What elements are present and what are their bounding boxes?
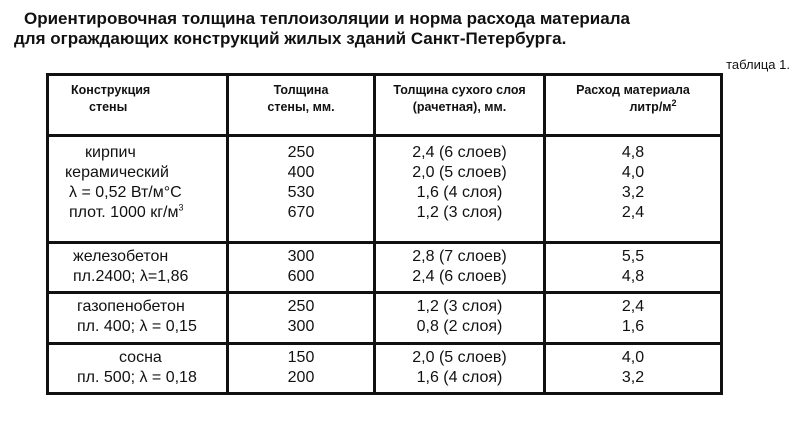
layer-cell [375,293,545,344]
header-row [48,75,722,136]
table-label: таблица 1. [726,57,790,72]
construction-line: железобетон [73,248,169,265]
thickness-value: 600 [287,268,315,285]
header-consumption-line1: Расход материала [576,83,690,97]
layer-value: 2,8 (7 слоев) [412,248,507,265]
construction-line: газопенобетон [77,298,185,315]
table-row [48,293,722,344]
construction-line: кирпич [85,144,136,161]
header-wall-thickness-line1: Толщина [273,83,329,97]
insulation-table [46,73,723,395]
header-consumption-line2 [546,99,720,116]
header-wall-thickness-line2: стены, мм. [267,100,335,114]
layer-value: 1,2 (3 слоя) [416,204,503,221]
table-row [48,136,722,243]
layer-value: 1,6 (4 слоя) [416,184,503,201]
consumption-cell [545,243,722,293]
table-row [48,344,722,394]
construction-line: сосна [119,349,162,366]
thickness-cell [228,243,375,293]
title-line-1: Ориентировочная толщина теплоизоляции и норма расхода материала [24,9,630,28]
header-construction-line2: стены [89,100,128,114]
consumption-value: 4,0 [621,164,645,181]
layer-cell [375,136,545,243]
header-dry-layer-line1: Толщина сухого слоя [393,83,526,97]
thickness-cell [228,293,375,344]
layer-value: 0,8 (2 слоя) [416,318,503,335]
thickness-value: 300 [287,248,315,265]
header-consumption [545,75,722,136]
consumption-value: 2,4 [621,298,645,315]
header-consumption-sup: 2 [671,97,677,108]
layer-value: 1,6 (4 слоя) [416,369,503,386]
thickness-value: 250 [287,144,315,161]
consumption-cell [545,344,722,394]
consumption-value: 4,8 [621,268,645,285]
header-dry-layer-line2: (рачетная), мм. [412,100,507,114]
construction-cell [48,344,228,394]
header-construction [48,75,228,136]
thickness-value: 530 [287,184,315,201]
layer-cell [375,243,545,293]
header-consumption-unit: литр/м [629,100,672,114]
layer-value: 2,4 (6 слоев) [412,144,507,161]
header-dry-layer [375,75,545,136]
construction-line: пл. 500; λ = 0,18 [77,369,197,386]
construction-cell [48,293,228,344]
thickness-value: 150 [287,349,315,366]
consumption-value: 4,8 [621,144,645,161]
construction-line: керамический [65,164,169,181]
construction-line [65,203,226,223]
consumption-value: 3,2 [621,184,645,201]
thickness-cell [228,136,375,243]
construction-line: λ = 0,52 Вт/м°С [69,184,182,201]
layer-cell [375,344,545,394]
consumption-value: 5,5 [621,248,645,265]
consumption-value: 4,0 [621,349,645,366]
construction-density: плот. 1000 кг/м [69,204,179,221]
document-title [14,9,774,49]
thickness-value: 200 [287,369,315,386]
thickness-value: 250 [287,298,315,315]
layer-value: 2,0 (5 слоев) [412,349,507,366]
layer-value: 2,4 (6 слоев) [412,268,507,285]
consumption-cell [545,136,722,243]
consumption-value: 2,4 [621,204,645,221]
layer-value: 1,2 (3 слоя) [416,298,503,315]
density-sup: 3 [178,202,184,213]
thickness-value: 300 [287,318,315,335]
construction-cell [48,136,228,243]
thickness-value: 400 [287,164,315,181]
construction-cell [48,243,228,293]
construction-line: пл. 400; λ = 0,15 [77,318,197,335]
thickness-value: 670 [287,204,315,221]
header-construction-line1: Конструкция [71,83,151,97]
consumption-cell [545,293,722,344]
construction-line: пл.2400; λ=1,86 [73,268,189,285]
header-wall-thickness [228,75,375,136]
consumption-value: 3,2 [621,369,645,386]
table-row [48,243,722,293]
consumption-value: 1,6 [621,318,645,335]
layer-value: 2,0 (5 слоев) [412,164,507,181]
thickness-cell [228,344,375,394]
title-line-2: для ограждающих конструкций жилых зданий Санкт-Петербурга. [14,29,567,48]
